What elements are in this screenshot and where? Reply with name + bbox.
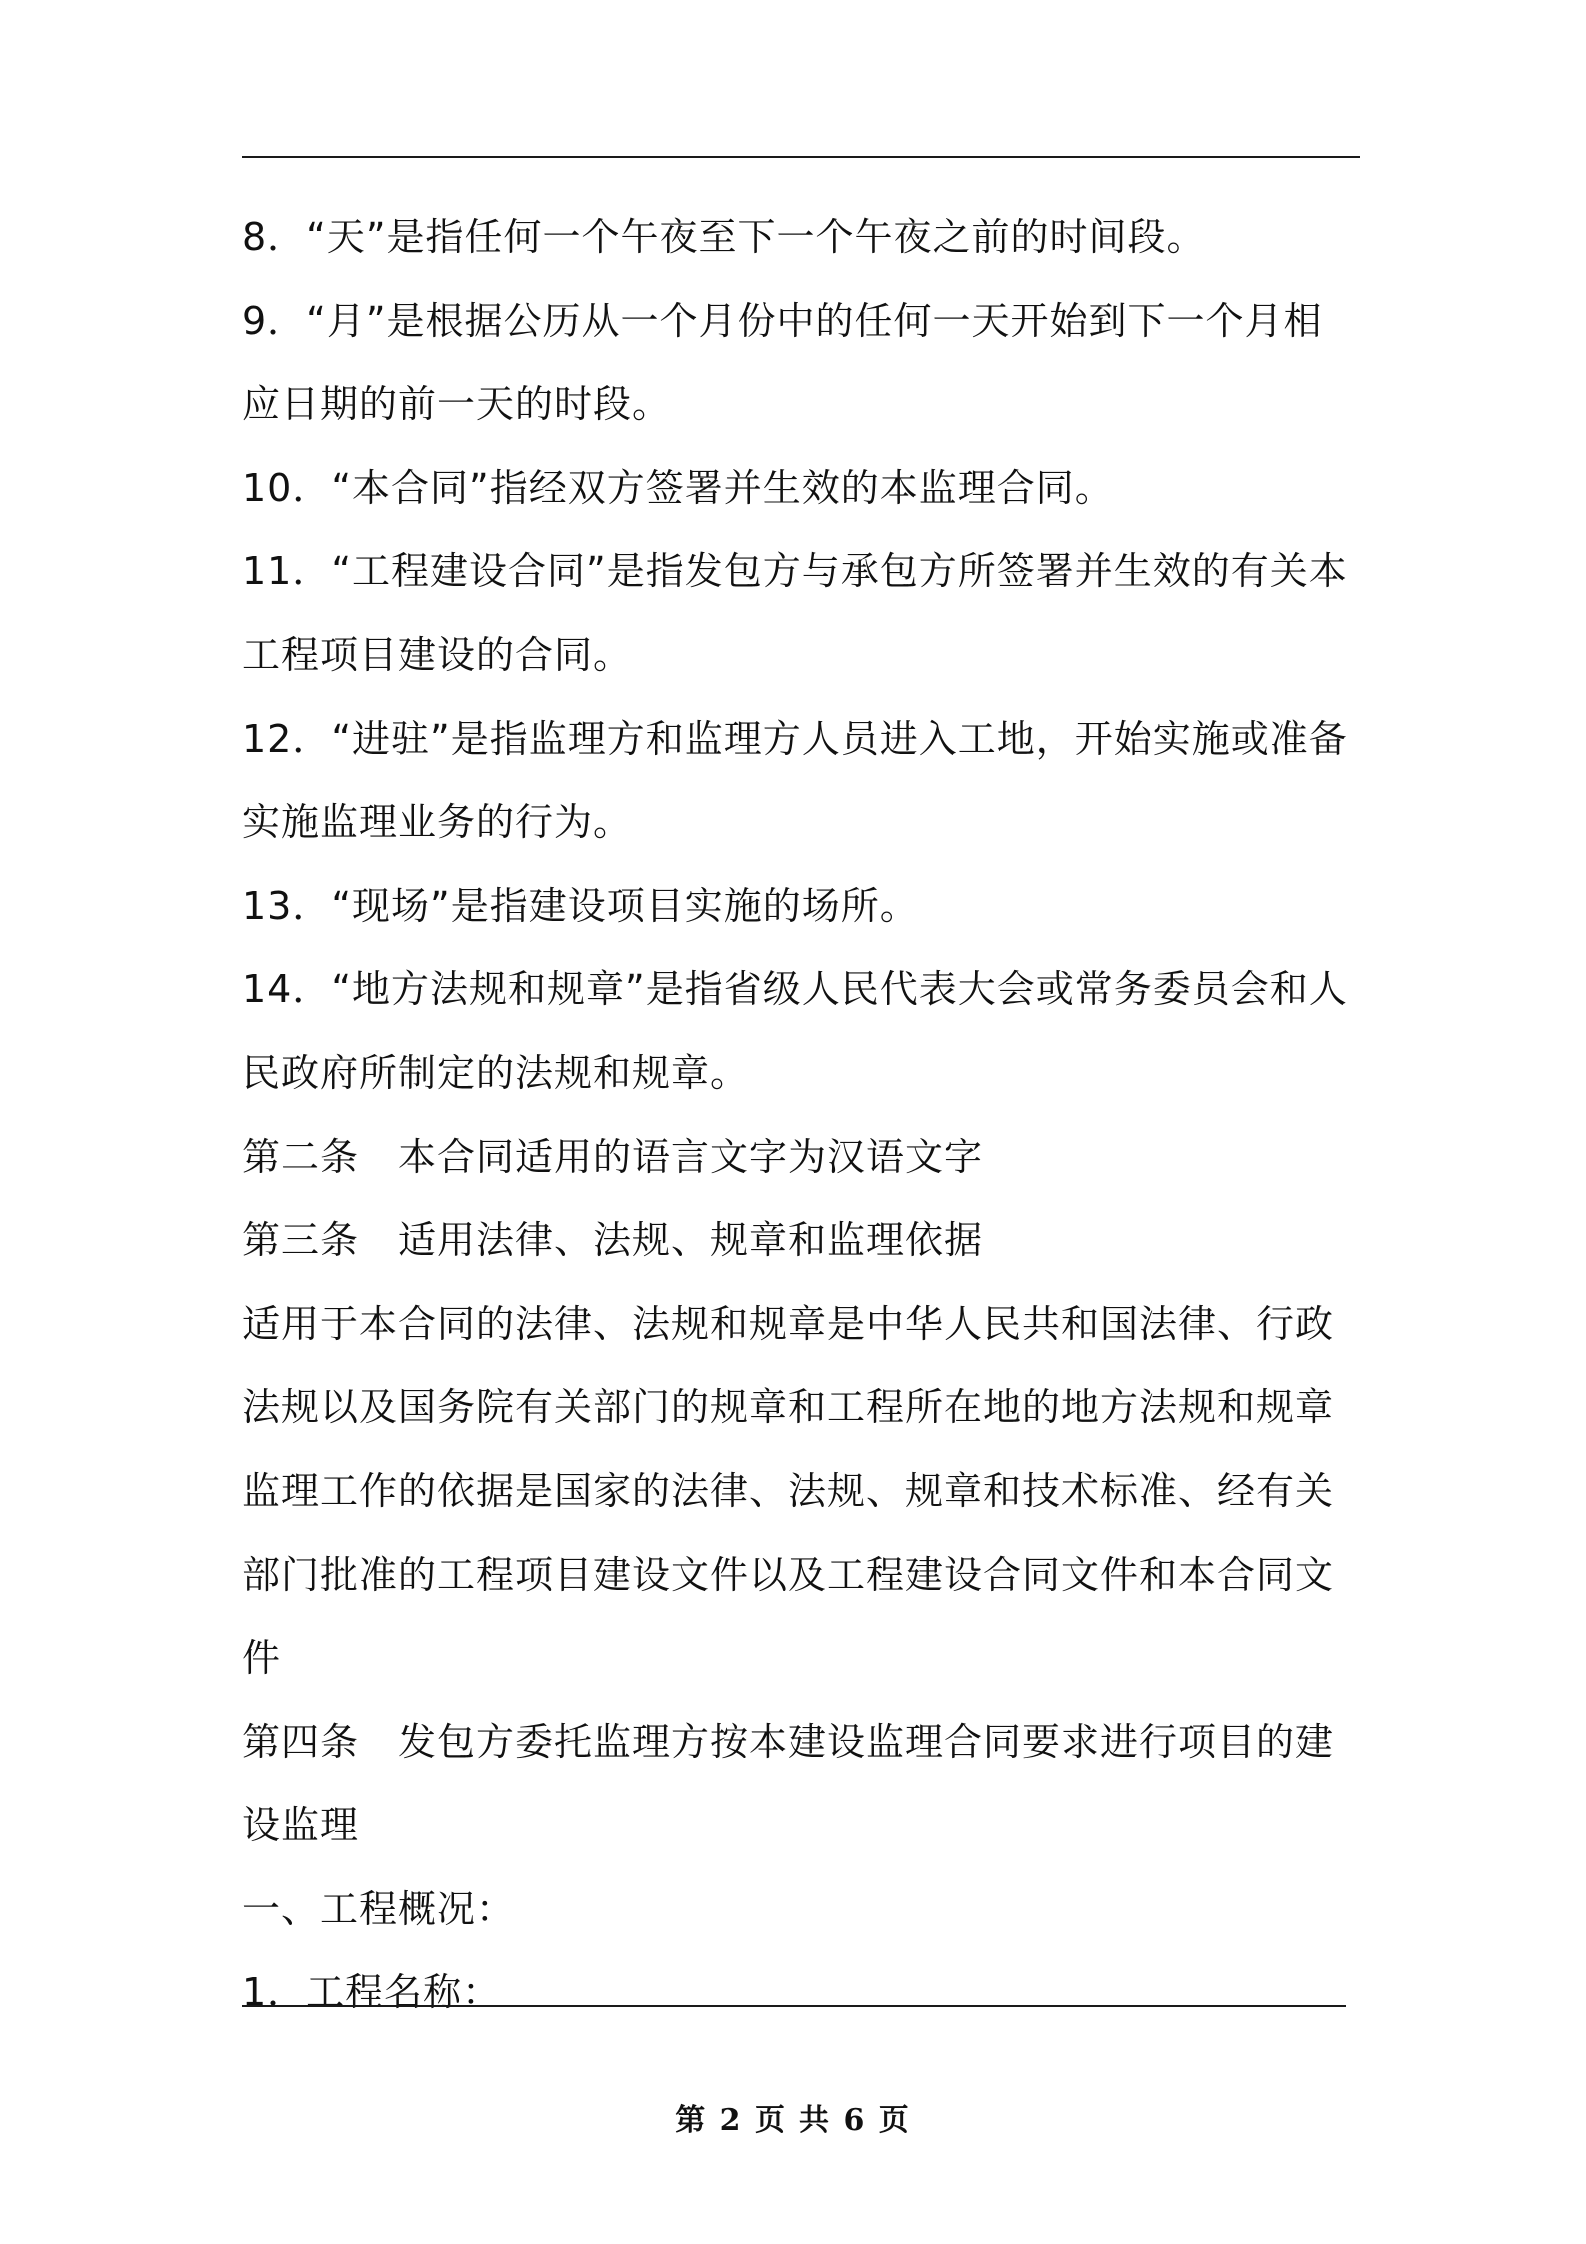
header-rule xyxy=(242,156,1360,158)
document-body xyxy=(242,196,1360,2035)
paragraph-item-13: 13．“现场”是指建设项目实施的场所。 xyxy=(242,883,919,928)
article-2-heading: 第二条 本合同适用的语言文字为汉语文字 xyxy=(242,1134,984,1179)
section-heading-project-overview: 一、工程概况： xyxy=(242,1886,516,1931)
project-name-label: 1．工程名称： xyxy=(242,1970,502,2015)
paragraph-item-11: 11．“工程建设合同”是指发包方与承包方所签署并生效的有关本工程项目建设的合同。 xyxy=(242,549,1348,677)
article-3-body: 适用于本合同的法律、法规和规章是中华人民共和国法律、行政法规以及国务院有关部门的规章和工程所在地的地方法规和规章监理工作的依据是国家的法律、法规、规章和技术标准、经有关部门批准的工程项目建设文件以及工程建设合同文件和本合同文件 xyxy=(242,1301,1335,1681)
page-footer xyxy=(0,2095,1586,2139)
paragraph-item-14: 14．“地方法规和规章”是指省级人民代表大会或常务委员会和人民政府所制定的法规和规章。 xyxy=(242,967,1348,1095)
project-name-blank-line xyxy=(242,2005,1346,2007)
article-3-heading: 第三条 适用法律、法规、规章和监理依据 xyxy=(242,1218,984,1263)
article-4-heading: 第四条 发包方委托监理方按本建设监理合同要求进行项目的建设监理 xyxy=(242,1719,1335,1848)
paragraph-item-9: 9．“月”是根据公历从一个月份中的任何一天开始到下一个月相应日期的前一天的时段。 xyxy=(242,298,1323,427)
paragraph-item-8: 8．“天”是指任何一个午夜至下一个午夜之前的时间段。 xyxy=(242,215,1206,259)
paragraph-item-10: 10．“本合同”指经双方签署并生效的本监理合同。 xyxy=(242,465,1114,510)
page-number: 第 2 页 xyxy=(675,2103,787,2138)
paragraph-item-12: 12．“进驻”是指监理方和监理方人员进入工地，开始实施或准备实施监理业务的行为。 xyxy=(242,716,1348,845)
page-total: 共 6 页 xyxy=(799,2103,911,2138)
